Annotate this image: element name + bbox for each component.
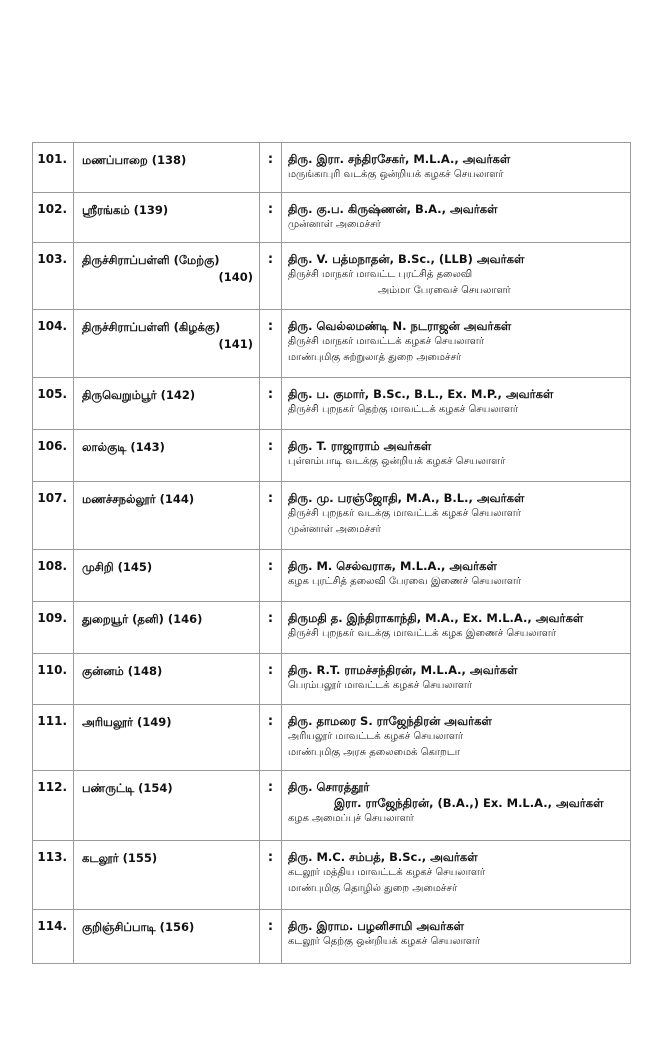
candidate-role: திருச்சி புறநகர் வடக்கு மாவட்டக் கழகச் செயலாளர் xyxy=(288,508,521,519)
constituency-cell xyxy=(74,771,260,841)
candidate-role: பெரம்பலூர் மாவட்டக் கழகச் செயலாளர் xyxy=(288,680,473,691)
candidate-name-continued: இரா. ராஜேந்திரன், (B.A.,) Ex. M.L.A., அவர்கள் xyxy=(334,796,604,810)
table-row xyxy=(33,482,631,550)
candidate-name: திரு. வெல்லமண்டி N. நடராஜன் அவர்கள் xyxy=(288,319,512,333)
constituency-name: பண்ருட்டி (154) xyxy=(82,781,173,795)
candidate-name: திரு. தாமரை S. ராஜேந்திரன் அவர்கள் xyxy=(288,714,492,728)
colon-separator: : xyxy=(260,243,282,310)
candidate-name: திரு. M.C. சம்பத், B.Sc., அவர்கள் xyxy=(288,850,478,864)
candidate-details xyxy=(282,654,631,705)
serial-number: 114. xyxy=(33,910,74,964)
serial-number: 112. xyxy=(33,771,74,841)
table-row xyxy=(33,841,631,910)
candidate-details xyxy=(282,602,631,654)
colon-separator: : xyxy=(260,430,282,482)
candidate-table-body xyxy=(33,143,631,964)
candidate-details xyxy=(282,143,631,193)
serial-number: 104. xyxy=(33,310,74,378)
candidate-name: திரு. இரா. சந்திரசேகர், M.L.A., அவர்கள் xyxy=(288,152,511,166)
constituency-cell xyxy=(74,705,260,771)
table-row xyxy=(33,143,631,193)
constituency-cell xyxy=(74,243,260,310)
serial-number: 111. xyxy=(33,705,74,771)
candidate-details xyxy=(282,771,631,841)
serial-number: 109. xyxy=(33,602,74,654)
candidate-name: திரு. மு. பரஞ்ஜோதி, M.A., B.L., அவர்கள் xyxy=(288,491,525,505)
colon-separator: : xyxy=(260,602,282,654)
candidate-role: திருச்சி மாநகர் மாவட்ட புரட்சித் தலைவி xyxy=(288,269,473,280)
table-row xyxy=(33,910,631,964)
constituency-number: (140) xyxy=(218,270,253,284)
colon-separator: : xyxy=(260,654,282,705)
constituency-cell xyxy=(74,841,260,910)
candidate-role: புள்ளம்பாடி வடக்கு ஒன்றியக் கழகச் செயலாளர் xyxy=(288,456,506,467)
candidate-details xyxy=(282,378,631,430)
colon-separator: : xyxy=(260,550,282,602)
constituency-name: குறிஞ்சிப்பாடி (156) xyxy=(82,920,195,934)
constituency-cell xyxy=(74,143,260,193)
serial-number: 105. xyxy=(33,378,74,430)
constituency-name: லால்குடி (143) xyxy=(82,440,165,454)
candidate-role: கழக புரட்சித் தலைவி பேரவை இணைச் செயலாளர் xyxy=(288,576,522,587)
constituency-name: திருவெறும்பூர் (142) xyxy=(82,388,196,402)
colon-separator: : xyxy=(260,705,282,771)
colon-separator: : xyxy=(260,771,282,841)
candidate-role: மாண்புமிகு தொழில் துறை அமைச்சர் xyxy=(288,883,458,894)
candidate-details xyxy=(282,193,631,243)
candidate-role: அம்மா பேரவைச் செயலாளர் xyxy=(378,285,511,296)
colon-separator: : xyxy=(260,482,282,550)
constituency-name: அரியலூர் (149) xyxy=(82,715,172,729)
candidate-role: திருச்சி மாநகர் மாவட்டக் கழகச் செயலாளர் xyxy=(288,336,485,347)
candidate-name: திரு. T. ராஜாராம் அவர்கள் xyxy=(288,439,432,453)
candidate-table xyxy=(32,142,631,964)
table-row xyxy=(33,654,631,705)
candidate-role: மாண்புமிகு சுற்றுலாத் துறை அமைச்சர் xyxy=(288,352,462,363)
candidate-role: திருச்சி புறநகர் தெற்கு மாவட்டக் கழகச் செயலாளர் xyxy=(288,404,519,415)
candidate-name: திரு. ப. குமார், B.Sc., B.L., Ex. M.P., அவர்கள் xyxy=(288,387,554,401)
serial-number: 107. xyxy=(33,482,74,550)
constituency-name: முசிறி (145) xyxy=(82,560,153,574)
candidate-details xyxy=(282,310,631,378)
table-row xyxy=(33,243,631,310)
colon-separator: : xyxy=(260,310,282,378)
candidate-role: கடலூர் மத்திய மாவட்டக் கழகச் செயலாளர் xyxy=(288,867,486,878)
constituency-number: (141) xyxy=(218,337,253,351)
constituency-name: திருச்சிராப்பள்ளி (மேற்கு) xyxy=(82,253,220,267)
candidate-details xyxy=(282,243,631,310)
constituency-name: கடலூர் (155) xyxy=(82,851,158,865)
constituency-cell xyxy=(74,482,260,550)
candidate-name: திரு. R.T. ராமச்சந்திரன், M.L.A., அவர்கள் xyxy=(288,663,518,677)
colon-separator: : xyxy=(260,841,282,910)
candidate-role: அரியலூர் மாவட்டக் கழகச் செயலாளர் xyxy=(288,731,464,742)
candidate-name: திரு. M. செல்வராசு, M.L.A., அவர்கள் xyxy=(288,559,497,573)
candidate-details xyxy=(282,550,631,602)
constituency-cell xyxy=(74,602,260,654)
constituency-name: ஸ்ரீரங்கம் (139) xyxy=(82,203,169,217)
candidate-details xyxy=(282,430,631,482)
constituency-name: மணச்சநல்லூர் (144) xyxy=(82,492,195,506)
candidate-role: மருங்காபுரி வடக்கு ஒன்றியக் கழகச் செயலாளர் xyxy=(288,169,504,180)
serial-number: 103. xyxy=(33,243,74,310)
colon-separator: : xyxy=(260,193,282,243)
candidate-name: திரு. கு.ப. கிருஷ்ணன், B.A., அவர்கள் xyxy=(288,202,498,216)
constituency-name: திருச்சிராப்பள்ளி (கிழக்கு) xyxy=(82,320,221,334)
serial-number: 102. xyxy=(33,193,74,243)
colon-separator: : xyxy=(260,910,282,964)
constituency-name: துறையூர் (தனி) (146) xyxy=(82,612,203,626)
table-row xyxy=(33,550,631,602)
serial-number: 110. xyxy=(33,654,74,705)
candidate-details xyxy=(282,910,631,964)
candidate-name: திருமதி த. இந்திராகாந்தி, M.A., Ex. M.L.A., அவர்கள் xyxy=(288,611,584,625)
candidate-name: திரு. V. பத்மநாதன், B.Sc., (LLB) அவர்கள் xyxy=(288,252,525,266)
constituency-cell xyxy=(74,310,260,378)
serial-number: 106. xyxy=(33,430,74,482)
colon-separator: : xyxy=(260,378,282,430)
constituency-name: குன்னம் (148) xyxy=(82,664,163,678)
constituency-name: மணப்பாறை (138) xyxy=(82,153,187,167)
table-row xyxy=(33,771,631,841)
serial-number: 108. xyxy=(33,550,74,602)
candidate-details xyxy=(282,482,631,550)
candidate-role: கடலூர் தெற்கு ஒன்றியக் கழகச் செயலாளர் xyxy=(288,936,481,947)
candidate-name: திரு. சொரத்தூர் xyxy=(288,780,370,794)
candidate-role: கழக அமைப்புச் செயலாளர் xyxy=(288,813,414,824)
candidate-role: மாண்புமிகு அரசு தலைமைக் கொறடா xyxy=(288,747,461,758)
serial-number: 113. xyxy=(33,841,74,910)
table-row xyxy=(33,430,631,482)
candidate-details xyxy=(282,841,631,910)
candidate-role: முன்னாள் அமைச்சர் xyxy=(288,219,381,230)
constituency-cell xyxy=(74,910,260,964)
constituency-cell xyxy=(74,378,260,430)
colon-separator: : xyxy=(260,143,282,193)
constituency-cell xyxy=(74,430,260,482)
table-row xyxy=(33,705,631,771)
table-row xyxy=(33,193,631,243)
constituency-cell xyxy=(74,654,260,705)
constituency-cell xyxy=(74,193,260,243)
serial-number: 101. xyxy=(33,143,74,193)
table-row xyxy=(33,310,631,378)
candidate-details xyxy=(282,705,631,771)
constituency-cell xyxy=(74,550,260,602)
candidate-role: முன்னாள் அமைச்சர் xyxy=(288,524,381,535)
table-row xyxy=(33,602,631,654)
table-row xyxy=(33,378,631,430)
candidate-role: திருச்சி புறநகர் வடக்கு மாவட்டக் கழக இணைச் செயலாளர் xyxy=(288,628,557,639)
candidate-name: திரு. இராம. பழனிசாமி அவர்கள் xyxy=(288,919,465,933)
